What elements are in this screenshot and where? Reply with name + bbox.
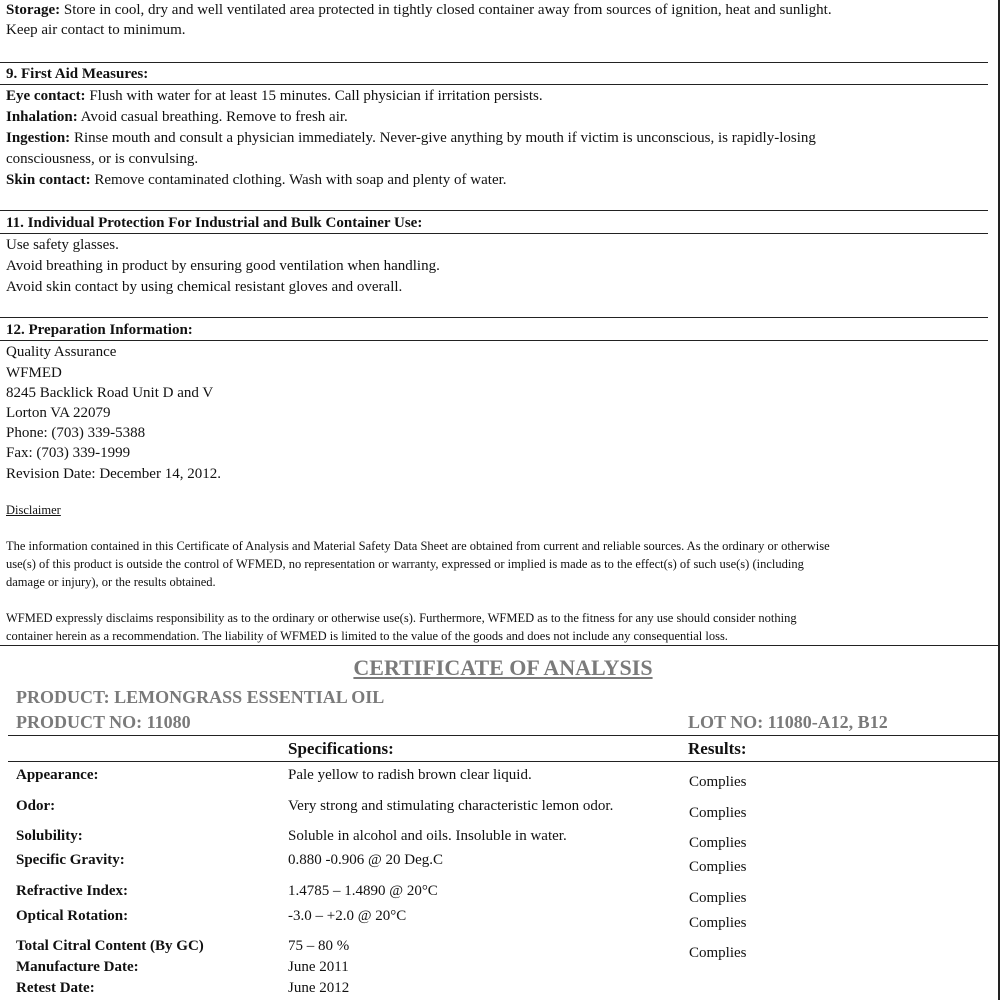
divider	[0, 317, 988, 318]
preparation-line: Revision Date: December 14, 2012.	[6, 466, 221, 482]
divider	[0, 340, 988, 341]
storage-line-2: Keep air contact to minimum.	[6, 22, 186, 38]
disclaimer-text: WFMED expressly disclaims responsibility as to the ordinary or otherwise use(s). Furthermore, WFMED as to the fitness for any use should consider nothing	[6, 611, 797, 625]
disclaimer-title: Disclaimer	[6, 503, 61, 517]
row-spec: 75 – 80 %	[288, 938, 350, 954]
disclaimer-text: container herein as a recommendation. The liability of WFMED is limited to the value of the goods and does not include any consequential loss.	[6, 629, 728, 643]
storage-label: Storage:	[6, 2, 61, 18]
row-result: Complies	[689, 859, 747, 875]
disclaimer-text: use(s) of this product is outside the control of WFMED, no representation or warranty, expressed or implied is made as to the effect(s) of such use(s) (including	[6, 557, 804, 571]
skin-contact-text: Remove contaminated clothing. Wash with soap and plenty of water.	[94, 172, 507, 188]
row-label: Total Citral Content (By GC)	[16, 938, 204, 954]
row-spec: -3.0 – +2.0 @ 20°C	[288, 908, 407, 924]
row-result: Complies	[689, 915, 747, 931]
skin-contact	[6, 170, 507, 191]
table-header-border	[8, 761, 998, 762]
inhalation-label: Inhalation:	[6, 109, 78, 125]
disclaimer-text: damage or injury), or the results obtained.	[6, 575, 216, 589]
preparation-line: Phone: (703) 339-5388	[6, 425, 146, 441]
product-number: PRODUCT NO: 11080	[16, 712, 191, 732]
protection-line: Avoid skin contact by using chemical resistant gloves and overall.	[6, 279, 403, 295]
eye-contact-label: Eye contact:	[6, 88, 86, 104]
row-spec: 1.4785 – 1.4890 @ 20°C	[288, 883, 438, 899]
row-label: Optical Rotation:	[16, 908, 129, 924]
divider	[0, 210, 988, 211]
preparation-line: Fax: (703) 339-1999	[6, 445, 131, 461]
first-aid-heading: 9. First Aid Measures:	[6, 66, 149, 82]
lot-number: LOT NO: 11080-A12, B12	[688, 712, 888, 732]
storage-line-1	[6, 0, 832, 21]
protection-heading: 11. Individual Protection For Industrial and Bulk Container Use:	[6, 215, 423, 231]
row-label: Appearance:	[16, 767, 99, 783]
preparation-line: WFMED	[6, 365, 62, 381]
product-name: PRODUCT: LEMONGRASS ESSENTIAL OIL	[16, 687, 385, 707]
ingestion-text: Rinse mouth and consult a physician immediately. Never-give anything by mouth if victim is unconscious, is rapidly-losing	[73, 130, 816, 146]
protection-line: Avoid breathing in product by ensuring good ventilation when handling.	[6, 258, 440, 274]
protection-line: Use safety glasses.	[6, 237, 119, 253]
ingestion	[6, 128, 816, 149]
row-result: Complies	[689, 945, 747, 961]
row-result: Complies	[689, 774, 747, 790]
row-spec: Pale yellow to radish brown clear liquid.	[288, 767, 532, 783]
row-label: Solubility:	[16, 828, 83, 844]
eye-contact-text: Flush with water for at least 15 minutes. Call physician if irritation persists.	[89, 88, 543, 104]
storage-text: Store in cool, dry and well ventilated area protected in tightly closed container away from sources of ignition, heat and sunlight.	[63, 2, 832, 18]
row-result: Complies	[689, 805, 747, 821]
row-label: Specific Gravity:	[16, 852, 125, 868]
row-spec: June 2011	[288, 959, 349, 975]
row-result: Complies	[689, 890, 747, 906]
skin-contact-label: Skin contact:	[6, 172, 91, 188]
row-spec: Very strong and stimulating characteristic lemon odor.	[288, 798, 614, 814]
divider	[0, 233, 988, 234]
inhalation	[6, 107, 348, 128]
divider	[0, 645, 1000, 646]
row-label: Manufacture Date:	[16, 959, 139, 975]
preparation-line: Lorton VA 22079	[6, 405, 111, 421]
results-header: Results:	[688, 739, 747, 758]
eye-contact	[6, 86, 543, 107]
row-label: Odor:	[16, 798, 56, 814]
specifications-header: Specifications:	[288, 739, 394, 758]
ingestion-label: Ingestion:	[6, 130, 71, 146]
preparation-line: 8245 Backlick Road Unit D and V	[6, 385, 214, 401]
preparation-line: Quality Assurance	[6, 344, 117, 360]
inhalation-text: Avoid casual breathing. Remove to fresh air.	[80, 109, 348, 125]
divider	[0, 62, 988, 63]
row-label: Refractive Index:	[16, 883, 129, 899]
row-result: Complies	[689, 835, 747, 851]
row-spec: Soluble in alcohol and oils. Insoluble in water.	[288, 828, 567, 844]
disclaimer-text: The information contained in this Certificate of Analysis and Material Safety Data Sheet are obtained from current and reliable sources. As the ordinary or otherwise	[6, 539, 830, 553]
preparation-heading: 12. Preparation Information:	[6, 322, 193, 338]
row-spec: 0.880 -0.906 @ 20 Deg.C	[288, 852, 444, 868]
ingestion-line-2: consciousness, or is convulsing.	[6, 151, 199, 167]
table-top-border	[8, 735, 998, 736]
row-label: Retest Date:	[16, 980, 95, 996]
divider	[0, 84, 988, 85]
certificate-title: CERTIFICATE OF ANALYSIS	[353, 655, 653, 680]
row-spec: June 2012	[288, 980, 350, 996]
